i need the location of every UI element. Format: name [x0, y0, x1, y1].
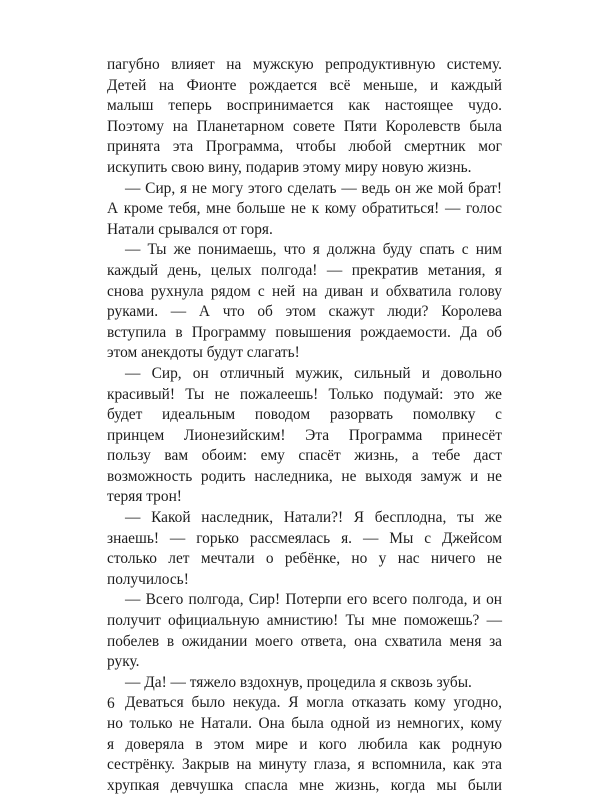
text-line: А кроме тебя, мне больше не к кому обратиться! — голос — [107, 200, 502, 218]
page-text — [107, 55, 502, 796]
text-line: Натали срывался от горя. — [107, 220, 273, 238]
text-line: будет идеальным поводом разорвать помолвку с — [107, 406, 502, 424]
text-line: получилось! — [107, 570, 189, 588]
text-line: руками. — А что об этом скажут люди? Королева — [107, 303, 502, 321]
text-line: — Ты же понимаешь, что я должна буду спать с ним — [125, 241, 502, 259]
page-number: 6 — [107, 695, 115, 712]
text-line: пользу вам обоим: ему спасёт жизнь, а тебе даст — [107, 447, 502, 465]
text-line: сестрёнку. Закрыв на минуту глаза, я вспомнила, как эта — [107, 756, 502, 774]
text-line: принцем Лионезийским! Эта Программа принесёт — [107, 426, 502, 444]
text-line: теряя трон! — [107, 488, 182, 506]
text-line: — Всего полгода, Сир! Потерпи его всего полгода, и он — [125, 591, 502, 609]
text-line: столько лет мечтали о ребёнке, но у нас ничего не — [107, 550, 502, 568]
text-line: я доверяла в этом мире и кого любила как родную — [107, 735, 502, 753]
text-line: Детей на Фионте рождается всё меньше, и каждый — [107, 76, 502, 94]
text-line: — Сир, я не могу этого сделать — ведь он же мой брат! — [125, 179, 502, 197]
text-line: Поэтому на Планетарном совете Пяти Королевств была — [107, 117, 502, 135]
text-line: но только не Натали. Она была одной из немногих, кому — [107, 715, 502, 732]
text-line: руку. — [107, 653, 140, 671]
text-line: пагубно влияет на мужскую репродуктивную систему. — [107, 56, 502, 73]
text-line: снова рухнула рядом с ней на диван и обхватила голову — [107, 282, 502, 300]
text-line: — Какой наследник, Натали?! Я бесплодна, ты же — [125, 509, 502, 527]
text-line: красивый! Ты не пожалеешь! Только подумай: это же — [107, 385, 502, 403]
text-line: вступила в Программу повышения рождаемости. Да об — [107, 323, 502, 341]
text-line: — Да! — тяжело вздохнув, процедила я сквозь зубы. — [125, 673, 472, 691]
text-line: знаешь! — горько рассмеялась я. — Мы с Джейсом — [107, 529, 502, 547]
text-line: побелев в ожидании моего ответа, она схватила меня за — [107, 632, 502, 650]
text-line: хрупкая девчушка спасла мне жизнь, когда мы были — [107, 776, 502, 794]
text-line: каждый день, целых полгода! — прекратив метания, я — [107, 261, 502, 279]
text-line: этом анекдоты будут слагать! — [107, 344, 300, 362]
text-line: малыш теперь воспринимается как настоящее чудо. — [107, 97, 502, 115]
text-line: искупить свою вину, подарив этому миру новую жизнь. — [107, 158, 472, 176]
text-line: получит официальную амнистию! Ты мне поможешь? — — [107, 612, 502, 630]
text-line: возможность родить наследника, не выходя замуж и не — [107, 467, 502, 485]
text-line: — Сир, он отличный мужик, сильный и довольно — [125, 364, 502, 382]
text-line: принята эта Программа, чтобы любой смертник мог — [107, 138, 502, 156]
text-line: Деваться было некуда. Я могла отказать кому угодно, — [125, 694, 502, 712]
